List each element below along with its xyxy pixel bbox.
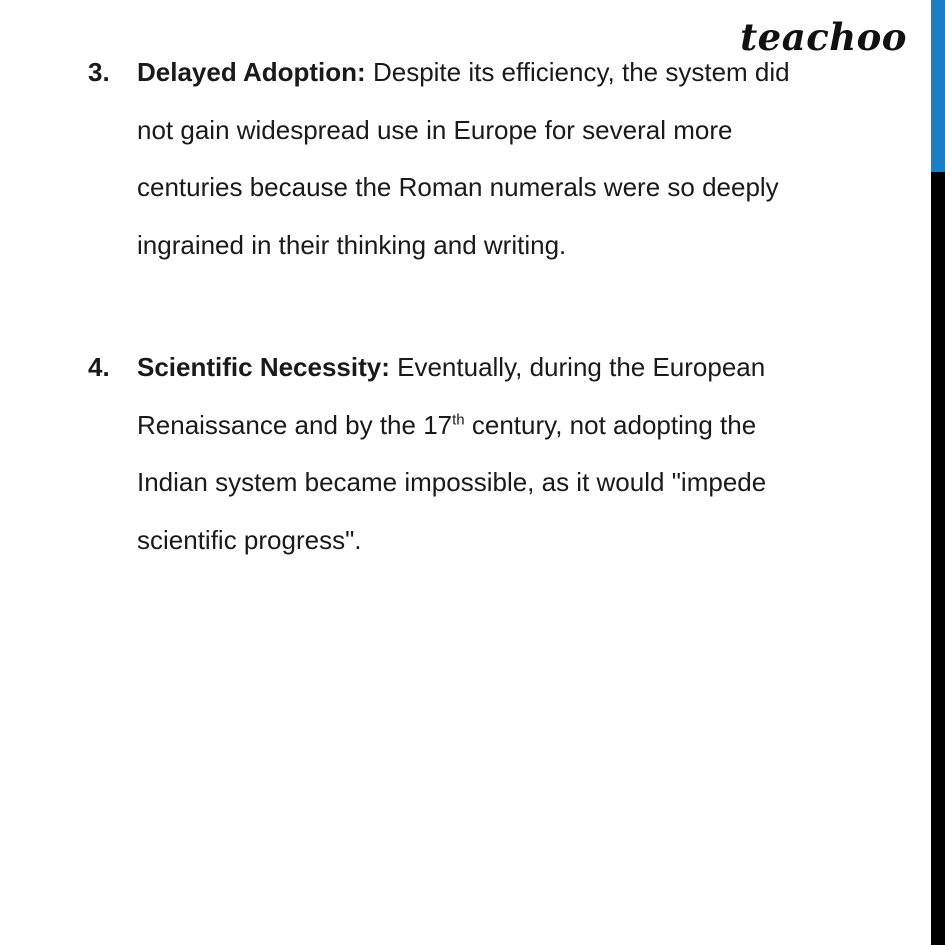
item-text-line: Eventually, during the European: [397, 352, 766, 382]
item-text-line: ingrained in their thinking and writing.: [137, 229, 567, 260]
item-heading: Delayed Adoption:: [137, 57, 366, 87]
numbered-list: [88, 44, 878, 569]
item-number: 4.: [88, 352, 110, 382]
side-bar-dark: [931, 172, 945, 945]
list-item: [88, 44, 878, 274]
teachoo-logo: teachoo: [740, 15, 907, 59]
side-bar: [931, 0, 945, 945]
item-text-line: century, not adopting the: [471, 409, 757, 440]
side-bar-accent: [931, 0, 945, 172]
item-number: 3.: [88, 57, 110, 87]
item-text-line: Indian system became impossible, as it would "impede: [137, 467, 767, 497]
item-text-line: Renaissance and by the 17: [137, 409, 453, 440]
ordinal-superscript: th: [452, 410, 465, 428]
item-text-line: scientific progress".: [137, 524, 362, 555]
item-heading: Scientific Necessity:: [137, 352, 390, 382]
item-text-line: centuries because the Roman numerals were so deeply: [137, 172, 779, 202]
list-item: [88, 339, 878, 569]
item-text-line: not gain widespread use in Europe for several more: [137, 114, 733, 145]
item-text-line: Despite its efficiency, the system did: [372, 57, 790, 87]
